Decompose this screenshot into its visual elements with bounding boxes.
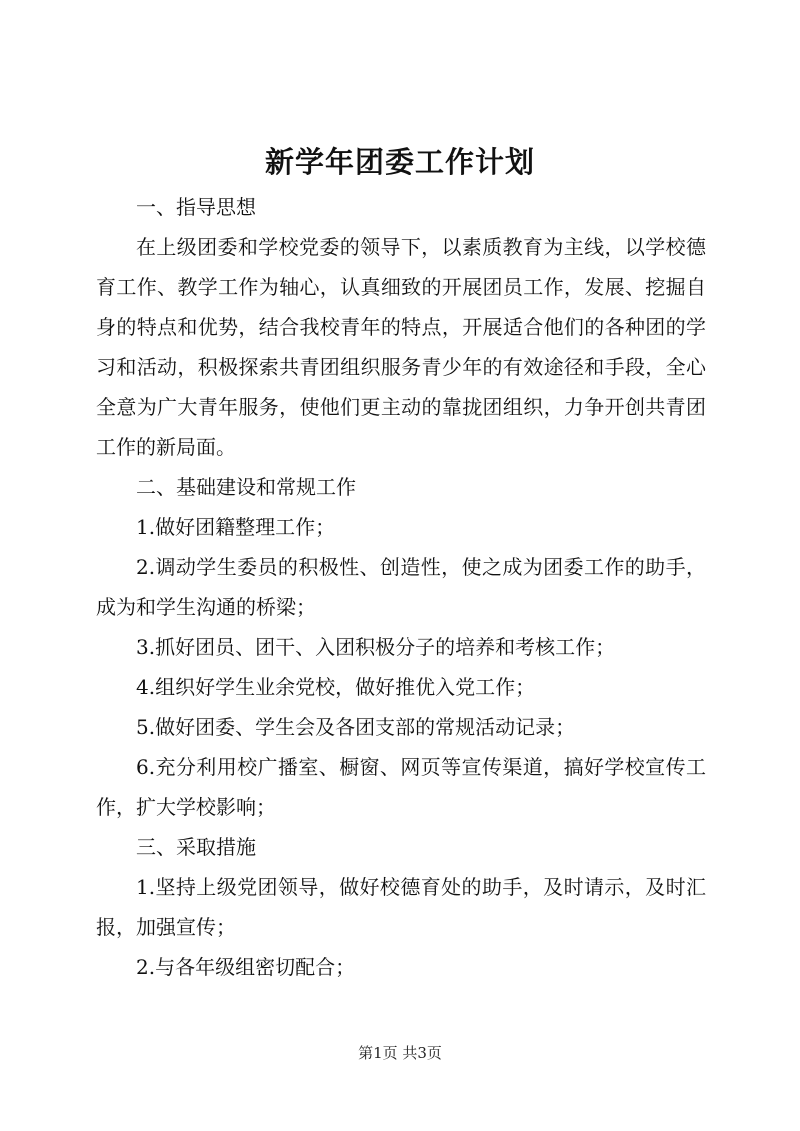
list-item: 2.调动学生委员的积极性、创造性，使之成为团委工作的助手，成为和学生沟通的桥梁； — [96, 555, 706, 619]
document-body — [96, 187, 706, 987]
section-heading-guiding-ideology: 一、指导思想 — [136, 195, 256, 219]
list-item: 2.与各年级组密切配合； — [136, 955, 356, 979]
list-item: 1.坚持上级党团领导，做好校德育处的助手，及时请示，及时汇报，加强宣传； — [96, 875, 706, 939]
list-item: 4.组织好学生业余党校，做好推优入党工作； — [136, 675, 536, 699]
list-item: 3.抓好团员、团干、入团积极分子的培养和考核工作； — [136, 635, 616, 659]
document-title: 新学年团委工作计划 — [264, 145, 535, 179]
list-item: 6.充分利用校广播室、橱窗、网页等宣传渠道，搞好学校宣传工作，扩大学校影响； — [96, 755, 706, 819]
section-paragraph-guiding-ideology: 在上级团委和学校党委的领导下，以素质教育为主线，以学校德育工作、教学工作为轴心，认真细致的开展团员工作，发展、挖掘自身的特点和优势，结合我校青年的特点，开展适合他们的各种团的学习和活动，积极探索共青团组织服务青少年的有效途径和手段，全心全意为广大青年服务，使他们更主动的靠拢团组织，力争开创共青团工作的新局面。 — [96, 235, 706, 459]
list-item: 1.做好团籍整理工作； — [136, 515, 336, 539]
list-item: 5.做好团委、学生会及各团支部的常规活动记录； — [136, 715, 576, 739]
section-heading-measures: 三、采取措施 — [136, 835, 256, 859]
section-heading-basic-work: 二、基础建设和常规工作 — [136, 475, 356, 499]
page-footer: 第1页 共3页 — [358, 1044, 442, 1062]
